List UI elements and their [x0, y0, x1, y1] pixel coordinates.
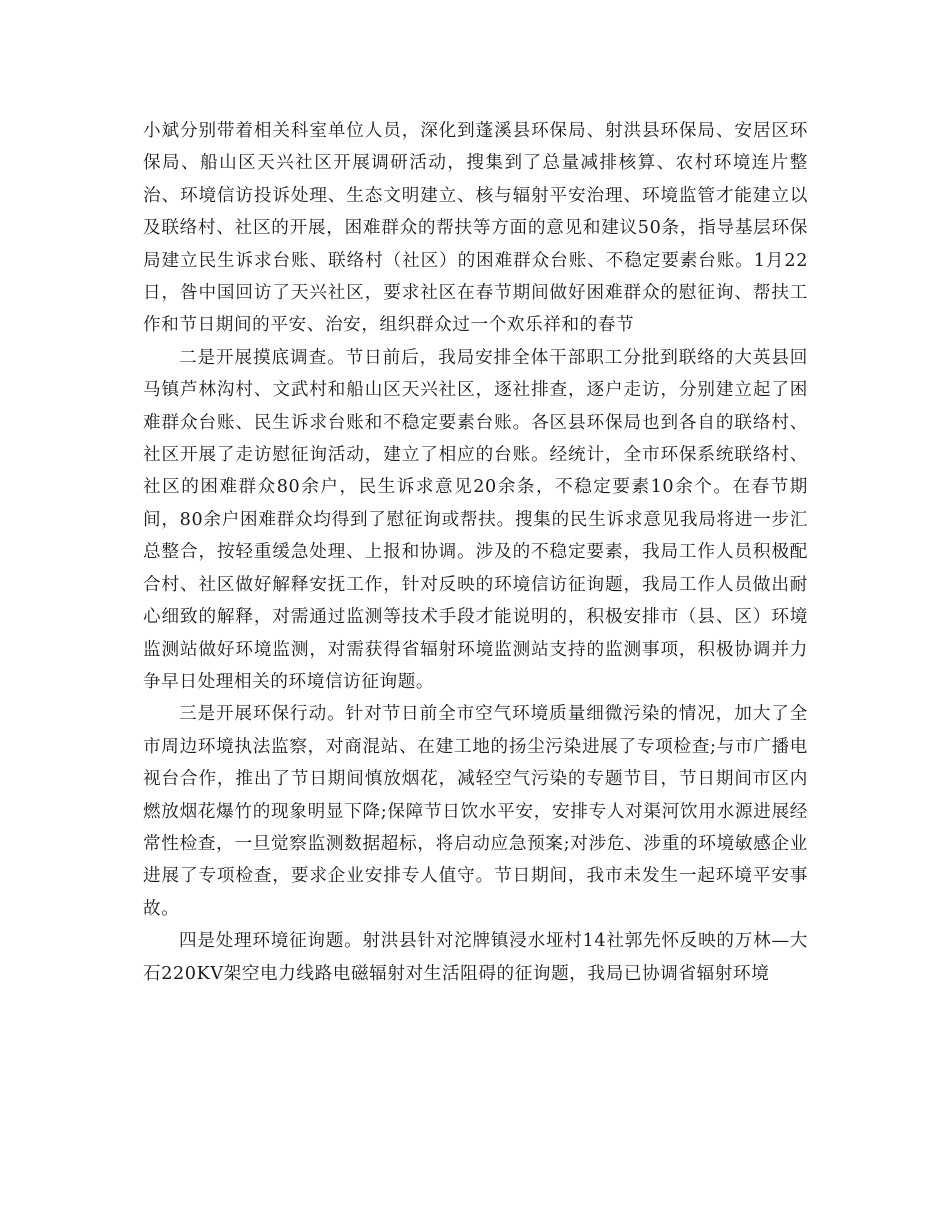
- paragraph-complaints: 四是处理环境征询题。射洪县针对沱牌镇浸水垭村14社郭先怀反映的万林—大石220KV架空电力线路电磁辐射对生活阻碍的征询题，我局已协调省辐射环境: [143, 931, 808, 984]
- document-body: [143, 115, 808, 990]
- paragraph-continuation: 小斌分别带着相关科室单位人员，深化到蓬溪县环保局、射洪县环保局、安居区环保局、船山区天兴社区开展调研活动，搜集到了总量减排核算、农村环境连片整治、环境信访投诉处理、生态文明建立、核与辐射平安治理、环境监管才能建立以及联络村、社区的开展，困难群众的帮扶等方面的意见和建议50条，指导基层环保局建立民生诉求台账、联络村（社区）的困难群众台账、不稳定要素台账。1月22日，昝中国回访了天兴社区，要求社区在春节期间做好困难群众的慰征询、帮扶工作和节日期间的平安、治安，组织群众过一个欢乐祥和的春节: [143, 121, 808, 336]
- paragraph-survey: 二是开展摸底调查。节日前后，我局安排全体干部职工分批到联络的大英县回马镇芦林沟村、文武村和船山区天兴社区，逐社排查，逐户走访，分别建立起了困难群众台账、民生诉求台账和不稳定要素台账。各区县环保局也到各自的联络村、社区开展了走访慰征询活动，建立了相应的台账。经统计，全市环保系统联络村、社区的困难群众80余户，民生诉求意见20余条，不稳定要素10余个。在春节期间，80余户困难群众均得到了慰征询或帮扶。搜集的民生诉求意见我局将进一步汇总整合，按轻重缓急处理、上报和协调。涉及的不稳定要素，我局工作人员积极配合村、社区做好解释安抚工作，针对反映的环境信访征询题，我局工作人员做出耐心细致的解释，对需通过监测等技术手段才能说明的，积极安排市（县、区）环境监测站做好环境监测，对需获得省辐射环境监测站支持的监测事项，积极协调并力争早日处理相关的环境信访征询题。: [143, 347, 808, 692]
- paragraph-action: 三是开展环保行动。针对节日前全市空气环境质量细微污染的情况，加大了全市周边环境执法监察，对商混站、在建工地的扬尘污染进展了专项检查;与市广播电视台合作，推出了节日期间慎放烟花，减轻空气污染的专题节目，节日期间市区内燃放烟花爆竹的现象明显下降;保障节日饮水平安，安排专人对渠河饮用水源进展经常性检查，一旦觉察监测数据超标，将启动应急预案;对涉危、涉重的环境敏感企业进展了专项检查，要求企业安排专人值守。节日期间，我市未发生一起环境平安事故。: [143, 704, 808, 919]
